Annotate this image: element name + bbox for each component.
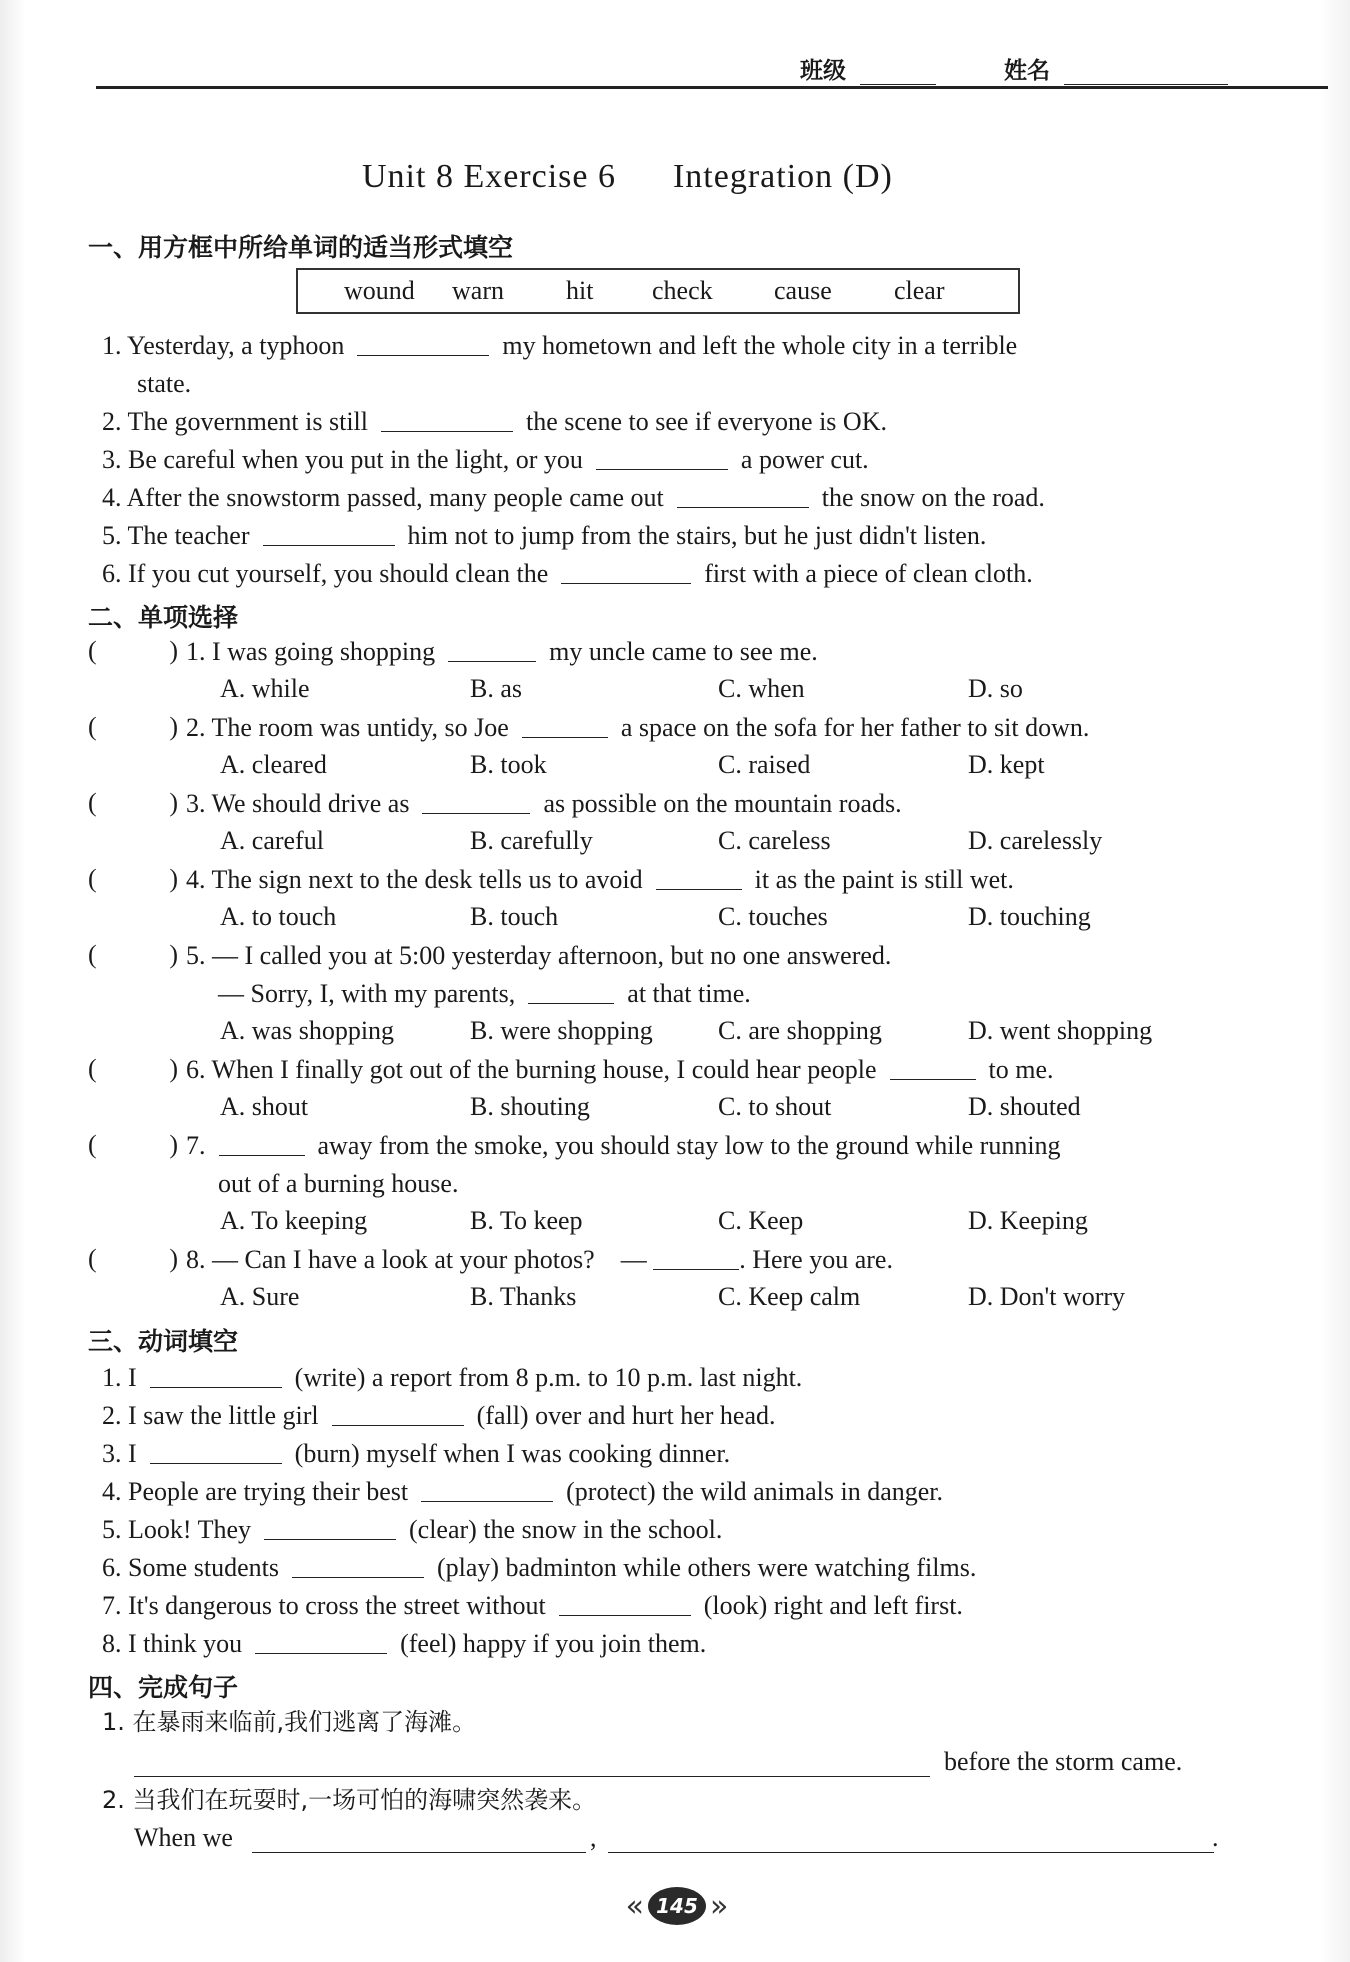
option-b[interactable]: B. were shopping (470, 1016, 653, 1045)
option-c[interactable]: C. raised (718, 750, 811, 779)
word-box-item: wound (344, 276, 415, 305)
s4-item-2-prompt: 2. 当我们在玩耍时,一场可怕的海啸突然袭来。 (102, 1786, 597, 1814)
answer-paren[interactable]: ( ) (88, 1244, 178, 1273)
answer-paren[interactable]: ( ) (88, 940, 178, 969)
word-box-item: clear (894, 276, 945, 305)
option-a[interactable]: A. to touch (220, 902, 337, 931)
answer-blank[interactable] (448, 639, 536, 662)
answer-blank[interactable] (522, 715, 608, 738)
s2-q3: 3. We should drive as as possible on the mountain roads. (186, 789, 902, 818)
s2-q5: 5. — I called you at 5:00 yesterday afternoon, but no one answered. (186, 941, 892, 970)
option-b[interactable]: B. carefully (470, 826, 593, 855)
option-c[interactable]: C. to shout (718, 1092, 832, 1121)
s1-item-5: 5. The teacher him not to jump from the stairs, but he just didn't listen. (102, 521, 987, 550)
s1-item-3: 3. Be careful when you put in the light, or you a power cut. (102, 445, 869, 474)
answer-blank[interactable] (150, 1441, 282, 1464)
answer-blank[interactable] (292, 1555, 424, 1578)
answer-blank[interactable] (677, 485, 809, 508)
answer-paren[interactable]: ( ) (88, 788, 178, 817)
option-b[interactable]: B. touch (470, 902, 559, 931)
option-a[interactable]: A. cleared (220, 750, 327, 779)
answer-blank[interactable] (150, 1365, 282, 1388)
section4-heading: 四、完成句子 (88, 1673, 239, 1702)
s3-item-3: 3. I (burn) myself when I was cooking dinner. (102, 1439, 731, 1468)
option-b[interactable]: B. To keep (470, 1206, 583, 1235)
answer-blank[interactable] (528, 981, 614, 1004)
option-c[interactable]: C. Keep calm (718, 1282, 861, 1311)
double-chevron-left-icon: « (625, 1888, 644, 1924)
page-title: Unit 8 Exercise 6 Integration (D) (362, 158, 893, 195)
answer-blank[interactable] (332, 1403, 464, 1426)
answer-blank[interactable] (264, 1517, 396, 1540)
s2-q4: 4. The sign next to the desk tells us to avoid it as the paint is still wet. (186, 865, 1014, 894)
answer-blank[interactable] (653, 1247, 739, 1270)
page-number: 145 (648, 1887, 706, 1925)
option-a[interactable]: A. Sure (220, 1282, 300, 1311)
option-c[interactable]: C. are shopping (718, 1016, 882, 1045)
s4-item-2-answer-line-a[interactable] (252, 1852, 586, 1853)
s2-q8: 8. — Can I have a look at your photos? — . Here you are. (186, 1245, 893, 1274)
option-d[interactable]: D. kept (968, 750, 1045, 779)
name-label: 姓名 (1004, 58, 1050, 84)
double-chevron-right-icon: » (710, 1888, 729, 1924)
s4-item-2-period: . (1212, 1823, 1219, 1852)
s2-q1: 1. I was going shopping my uncle came to see me. (186, 637, 818, 666)
s2-q6: 6. When I finally got out of the burning house, I could hear people to me. (186, 1055, 1054, 1084)
option-d[interactable]: D. went shopping (968, 1016, 1153, 1045)
s4-item-1-end: before the storm came. (944, 1747, 1183, 1776)
option-c[interactable]: C. careless (718, 826, 831, 855)
page-number-badge (602, 1882, 752, 1930)
s4-item-2-answer-line-b[interactable] (608, 1852, 1214, 1853)
option-d[interactable]: D. shouted (968, 1092, 1081, 1121)
s3-item-8: 8. I think you (feel) happy if you join them. (102, 1629, 707, 1658)
s3-item-4: 4. People are trying their best (protect) the wild animals in danger. (102, 1477, 944, 1506)
s1-item-4: 4. After the snowstorm passed, many people came out the snow on the road. (102, 483, 1045, 512)
option-b[interactable]: B. shouting (470, 1092, 590, 1121)
s3-item-2: 2. I saw the little girl (fall) over and hurt her head. (102, 1401, 776, 1430)
header-rule (96, 86, 1328, 89)
answer-paren[interactable]: ( ) (88, 712, 178, 741)
answer-blank[interactable] (890, 1057, 976, 1080)
s2-q7: 7. away from the smoke, you should stay low to the ground while running (186, 1131, 1061, 1160)
word-box (296, 268, 1020, 314)
option-a[interactable]: A. was shopping (220, 1016, 395, 1045)
s3-item-7: 7. It's dangerous to cross the street without (look) right and left first. (102, 1591, 963, 1620)
s3-item-1: 1. I (write) a report from 8 p.m. to 10 p.m. last night. (102, 1363, 803, 1392)
section1-heading: 一、用方框中所给单词的适当形式填空 (88, 233, 514, 262)
section2-heading: 二、单项选择 (88, 603, 239, 632)
option-d[interactable]: D. carelessly (968, 826, 1103, 855)
s4-item-1-answer-line[interactable] (134, 1776, 930, 1777)
answer-blank[interactable] (656, 867, 742, 890)
option-d[interactable]: D. Don't worry (968, 1282, 1126, 1311)
word-box-item: hit (566, 276, 594, 305)
option-c[interactable]: C. touches (718, 902, 828, 931)
answer-blank[interactable] (381, 409, 513, 432)
word-box-item: warn (452, 276, 504, 305)
s2-q7-cont: out of a burning house. (218, 1169, 459, 1198)
s4-item-2-start: When we (134, 1823, 233, 1852)
answer-paren[interactable]: ( ) (88, 1130, 178, 1159)
option-b[interactable]: B. took (470, 750, 547, 779)
option-a[interactable]: A. careful (220, 826, 324, 855)
option-d[interactable]: D. so (968, 674, 1023, 703)
answer-paren[interactable]: ( ) (88, 864, 178, 893)
word-box-item: cause (774, 276, 832, 305)
s1-item-1: 1. Yesterday, a typhoon my hometown and left the whole city in a terrible (102, 331, 1018, 360)
answer-blank[interactable] (561, 561, 691, 584)
option-a[interactable]: A. shout (220, 1092, 309, 1121)
s2-q2: 2. The room was untidy, so Joe a space on the sofa for her father to sit down. (186, 713, 1090, 742)
answer-blank[interactable] (255, 1631, 387, 1654)
option-d[interactable]: D. Keeping (968, 1206, 1088, 1235)
answer-paren[interactable]: ( ) (88, 636, 178, 665)
s1-item-2: 2. The government is still the scene to see if everyone is OK. (102, 407, 887, 436)
option-a[interactable]: A. while (220, 674, 310, 703)
answer-paren[interactable]: ( ) (88, 1054, 178, 1083)
s1-item-1-cont: state. (137, 369, 192, 398)
s4-item-1-prompt: 1. 在暴雨来临前,我们逃离了海滩。 (102, 1708, 477, 1736)
answer-blank[interactable] (421, 1479, 553, 1502)
s3-item-6: 6. Some students (play) badminton while others were watching films. (102, 1553, 977, 1582)
s4-item-2-comma: , (590, 1823, 597, 1852)
option-c[interactable]: C. when (718, 674, 805, 703)
answer-blank[interactable] (559, 1593, 691, 1616)
class-label: 班级 (800, 58, 846, 84)
answer-blank[interactable] (357, 333, 489, 356)
section3-heading: 三、动词填空 (88, 1327, 239, 1356)
s2-q5-reply: — Sorry, I, with my parents, at that time. (218, 979, 751, 1008)
answer-blank[interactable] (422, 791, 530, 814)
answer-blank[interactable] (596, 447, 728, 470)
answer-blank[interactable] (219, 1133, 305, 1156)
option-b[interactable]: B. Thanks (470, 1282, 577, 1311)
option-d[interactable]: D. touching (968, 902, 1091, 931)
header-fields (800, 52, 1228, 85)
option-a[interactable]: A. To keeping (220, 1206, 368, 1235)
class-field[interactable] (860, 60, 936, 85)
s1-item-6: 6. If you cut yourself, you should clean the first with a piece of clean cloth. (102, 559, 1033, 588)
word-box-item: check (652, 276, 713, 305)
option-b[interactable]: B. as (470, 674, 522, 703)
s3-item-5: 5. Look! They (clear) the snow in the school. (102, 1515, 723, 1544)
name-field[interactable] (1064, 60, 1228, 85)
option-c[interactable]: C. Keep (718, 1206, 804, 1235)
answer-blank[interactable] (263, 523, 395, 546)
